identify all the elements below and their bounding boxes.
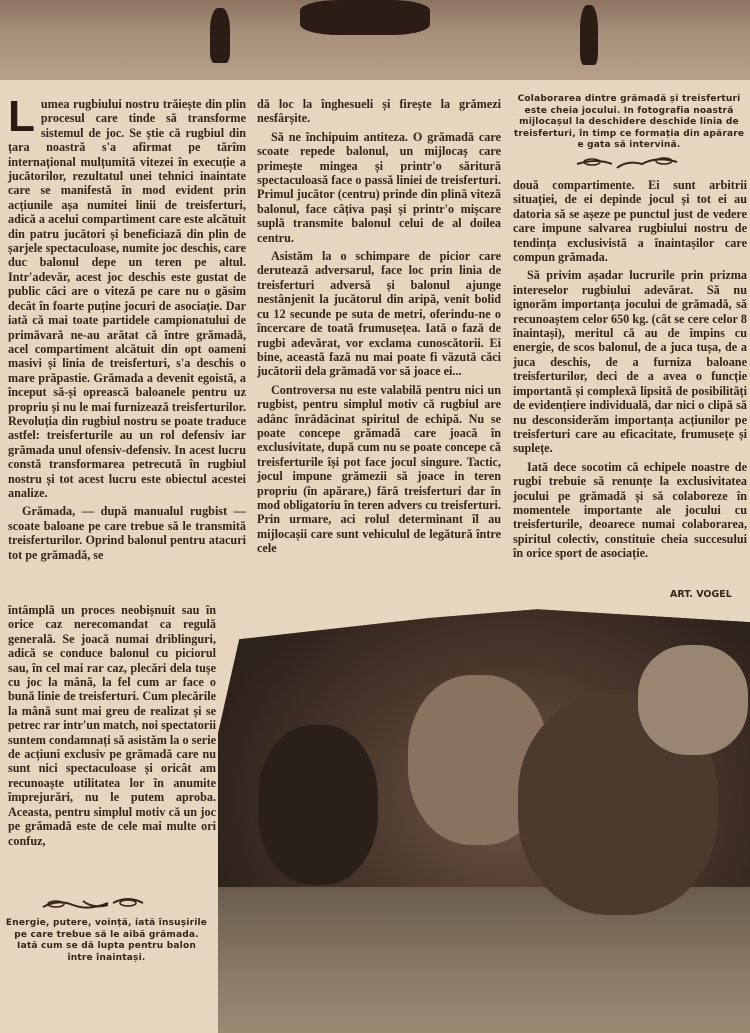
paragraph: Să ne închipuim antiteza. O grămadă care scoate repede balonul, un mijlocaș care primește mingea și printr'o săritură spectaculoasă face o passă liniei de treisferturi. Primul jucător (centru) prinde din plină viteză balonul, face câțiva pași și printr'o mișcare suplă transmite balonul celui de al doilea centru.: [257, 129, 501, 245]
player-figure: [258, 725, 378, 885]
top-match-photo: [0, 0, 750, 80]
paragraph: întâmplă un proces neobișnuit sau în orice caz nerecomandat ca regulă generală. Se joacă numai driblinguri, adică se conduce balonul cu piciorul sau, în cel mai rar caz, plecări dela tușe cu joc la mână, la fel cum ar face o bună linie de treisferturi. Cum plecările la mână sunt mai greu de realizat și se petrec rar intr'un match, noi spectatorii suntem condamnați să asistăm la o serie de acțiuni exclusiv pe grămadă care nu sunt nici spectaculoase și oricât am recunoaște utilitatea lor în anumite împrejurări, nu le putem aproba. Aceasta, pentru simplul motiv că un joc pe grămadă este de cele mai multe ori confuz,: [8, 603, 216, 848]
drop-cap: L: [8, 92, 35, 141]
article-column-2: [257, 97, 501, 560]
paragraph: Iată dece socotim că echipele noastre de rugbi trebuie să renunțe la exclusivitatea jocului pe grămadă și să colaboreze în momentele importante ale jocului cu treisferturile, deoarece numai colaborarea, spiritul colectiv, constituie cheia succesului în orice sport de asociație.: [513, 459, 747, 561]
top-photo-caption: Colaborarea dintre grămadă și treisferturi este cheia jocului. In fotografia noastră mijlocașul la deschidere deschide linia de treisferturi, în timp ce formația din apărare e gata să intervină.: [513, 94, 745, 150]
paragraph: Controversa nu este valabilă pentru nici un rugbist, pentru simplul motiv că rugbiul are adânc înrădăcinat spiritul de echipă. Nu se poate concepe grămadă care joacă în exclusivitate, după cum nu se poate concepe că treisferturile își pot face jocul singure. Tactic, jocul impune grămezii să joace in teren propriu (în apărare,) fără treisferturi dar în mod obligatoriu în teren advers cu treisferturi. Prin urmare, aci rolul determinant îl au mijlocașii care sunt vehiculul de legătură între cele: [257, 382, 501, 556]
bottom-photo-caption: Energie, putere, voință, iată însușirile pe care trebue să le aibă grămada. Iată cum se dă lupta pentru balon între înaintași.: [5, 918, 208, 963]
article-column-3: [513, 178, 747, 565]
paragraph: Asistăm la o schimpare de picior care derutează adversarul, face loc prin linia de treisferturi adversă și balonul ajunge nestânjenit la jucătorul din aripă, venit bolid cu 12 secunde pe suta de metri, oferindu-ne o încercare de toată frumusețea. Iată o fază de rugbi adevărat, vor exclama cunoscătorii. Ei bine, această fază nu mai poate fi văzută căci jucătorii dela grămadă vor să joace ei...: [257, 249, 501, 379]
paragraph: umea rugbiului nostru trăiește din plin procesul care tinde să transforme sistemul de joc. Se știe că rugbiul din țara noastră s'a afirmat pe tărîm internațional mulțumită vitezei în execuție a jucătorilor, rezultatul unei tehnici inaintate care se manifestă în mod evident prin acțiunile așa numitei linii de treisferturi, adică a acelui compartiment care este alcătuit din patru jucători și beneficiază din plin de șarjele spectaculoase, numite joc deschis, care duc balonul depe un teren pe altul. Intr'adevăr, acest joc deschis este gustat de public căci are o viteză pe care nu o găsim decât în foarte puține jocuri de asociație. Dar iată că mai toate partidele campionatului de primăvară ne-au arătat că între grămadă, acel compartiment alcătuit din opt oameni masivi și linia de treisferturi, s'a deschis o mare prăpastie. Grămada a devenit egoistă, a început să-și oprească baloanele pentru uz propriu și nu le mai furnizează treisferturilor. Revoluția din rugbiul nostru se poate traduce astfel: treisferturile au un rol defensiv iar grămada unul ofensiv-defensiv. In acest lucru constă transformarea petrecută în rugbiul nostru și tot acest lucru este obiectul acestei analize.: [8, 97, 246, 500]
ornament-icon: [38, 893, 148, 915]
grass-field: [218, 887, 750, 1033]
paragraph: dă loc la înghesueli și firește la grămezi nesfârșite.: [257, 97, 501, 126]
paragraph: două compartimente. Ei sunt arbitrii situației, de ei depinde jocul și tot ei au datoria să se așeze pe punctul just de vedere care impune salvarea rugbiului nostru de tendința exclusivistă a înaintașilor care compun grămada.: [513, 178, 747, 265]
player-figure: [638, 645, 748, 755]
paragraph: Să privim așadar lucrurile prin prizma intereselor rugbiului adevărat. Să nu ignorăm importanța jocului de grămadă, să recunoaștem celor 650 kg. (cât se cere celor 8 înaintași), meritul că au de împins cu energie, de scos balonul, de a juca tușa, de a juca deschis, de a furniza baloane treisferturilor, deci de a avea o funcție importantă și complexă lipsită de posibilități de evidențiere individuală, dar nici o clipă să nu desconsiderăm importanța acțiunilor pe treisferturi care au eficacitate, frumusețe și suplețe.: [513, 268, 747, 456]
author-byline: ART. VOGEL: [670, 589, 732, 600]
player-figure: [580, 5, 598, 65]
ornament-icon: [572, 152, 682, 174]
article-column-1-continued: [8, 603, 216, 852]
article-column-1: [8, 92, 246, 566]
paragraph: Grămada, — după manualul rugbist — scoate baloane pe care trebue să le transmită treisferturilor. Oprind balonul pentru atacuri tot pe grămadă, se: [8, 504, 246, 562]
player-figure: [210, 8, 230, 63]
player-group: [300, 0, 430, 35]
scrum-photo: [218, 605, 750, 1033]
